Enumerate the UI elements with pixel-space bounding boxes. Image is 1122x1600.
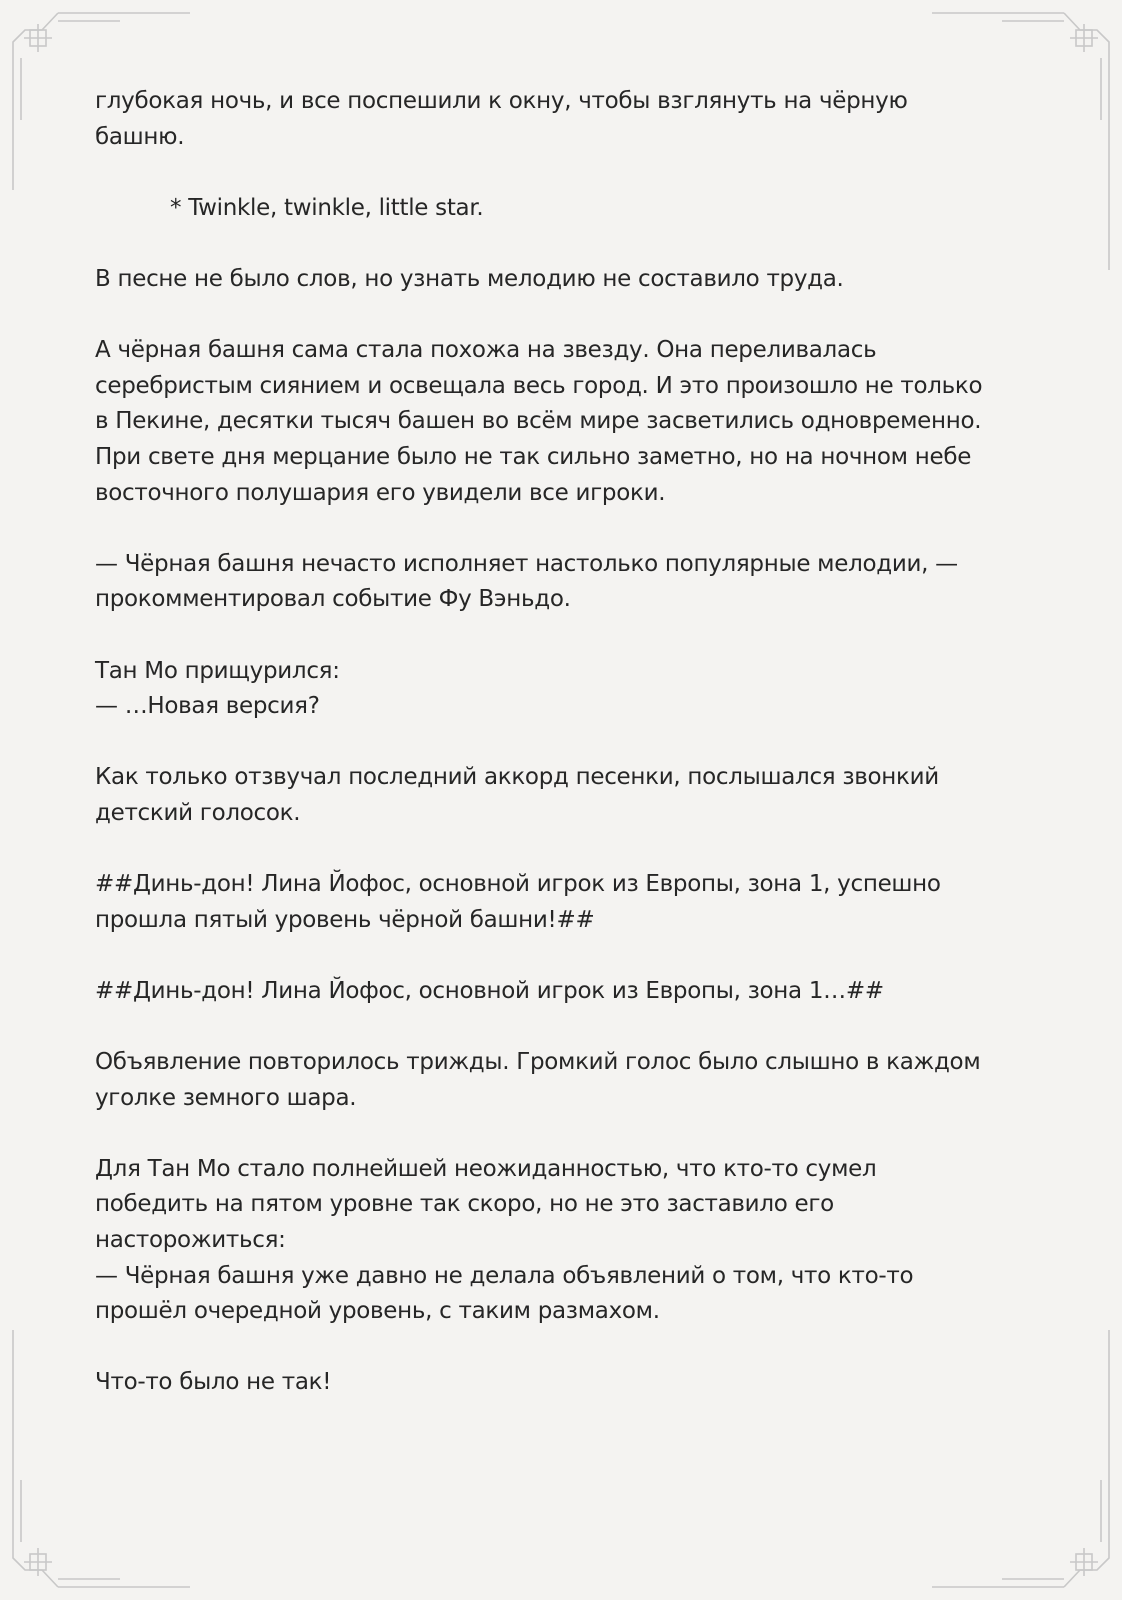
paragraph: Тан Мо прищурился: — …Новая версия? (95, 657, 340, 720)
document-body (95, 84, 1030, 1401)
paragraph: В песне не было слов, но узнать мелодию не составило труда. (95, 265, 844, 292)
paragraph: глубокая ночь, и все поспешили к окну, чтобы взглянуть на чёрную башню. (95, 88, 908, 150)
announcement-paragraph: ##Динь-дон! Лина Йофос, основной игрок из Европы, зона 1, успешно прошла пятый уровень чёрной башни!## (95, 871, 941, 933)
paragraph: Что-то было не так! (95, 1369, 332, 1396)
paragraph: А чёрная башня сама стала похожа на звезду. Она переливалась серебристым сиянием и освещала весь город. И это произошло не только в Пекине, десятки тысяч башен во всём мире засветились одновременно. При свете дня мерцание было не так сильно заметно, но на ночном небе восточного полушария его увидели все игроки. (95, 337, 983, 506)
paragraph: — Чёрная башня нечасто исполняет настолько популярные мелодии, — прокомментировал событие Фу Вэньдо. (95, 550, 958, 613)
announcement-paragraph: ##Динь-дон! Лина Йофос, основной игрок из Европы, зона 1…## (95, 977, 884, 1004)
paragraph: Для Тан Мо стало полнейшей неожиданностью, что кто-то сумел победить на пятом уровне так скоро, но не это заставило его насторожиться: — Чёрная башня уже давно не делала объявлений о том, что кто-то прошёл очередной уровень, с таким размахом. (95, 1155, 914, 1325)
paragraph: Как только отзвучал последний аккорд песенки, послышался звонкий детский голосок. (95, 764, 939, 826)
footnote-paragraph: * Twinkle, twinkle, little star. (170, 194, 484, 221)
paragraph: Объявление повторилось трижды. Громкий голос было слышно в каждом уголке земного шара. (95, 1049, 981, 1111)
